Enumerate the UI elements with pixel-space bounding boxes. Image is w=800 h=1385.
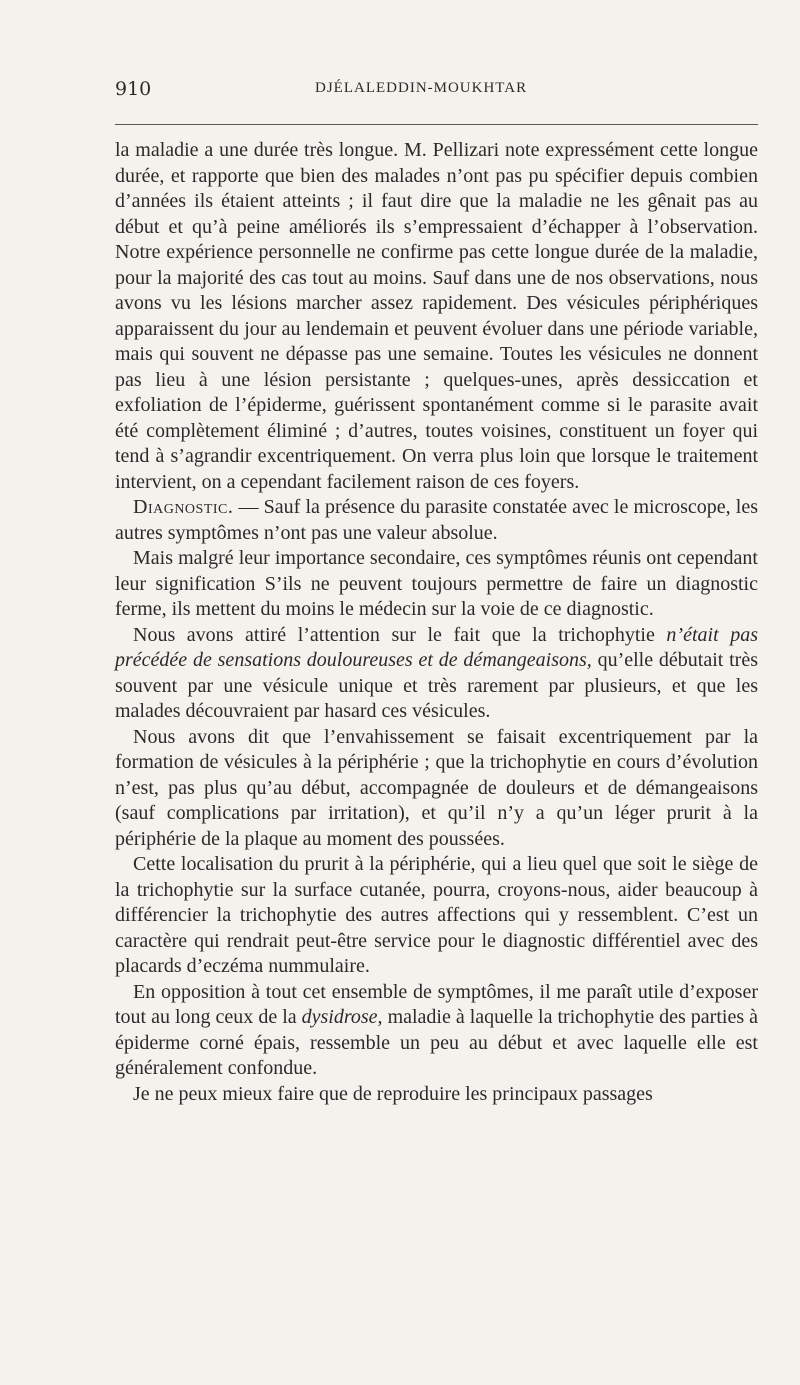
paragraph-4-end: qu’elle débutait très souvent par une vésicule unique et très rarement par plusieurs, et que les malades découvraient par hasard ces vésicules. [115,649,759,722]
paragraph-4-emphasis: n’était pas précédée de sensations douloureuses et de démangeaisons, [115,623,758,671]
paragraph-4 [115,623,758,725]
section-heading-diagnostic: Diagnostic. [133,496,234,518]
paragraph-8: Je ne peux mieux faire que de reproduire les principaux passages [133,1082,653,1105]
paragraph-7-start: En opposition à tout cet ensemble de symptômes, il me paraît utile d’exposer tout au long ceux de la [115,980,758,1028]
paragraph-7-end: maladie à laquelle la trichophytie des parties à épiderme corné épais, ressemble un peu au début et avec laquelle elle est généralement confondue. [115,1006,758,1079]
paragraph-7 [115,980,758,1082]
header-rule [115,124,758,125]
running-head: DJÉLALEDDIN-MOUKHTAR [315,80,528,96]
paragraph-3: Mais malgré leur importance secondaire, ces symptômes réunis ont cependant leur signification S’ils ne peuvent toujours permettre de faire un diagnostic ferme, ils mettent du moins le médecin sur la voie de ce diagnostic. [115,547,758,620]
paragraph-diagnostic [115,495,758,546]
paragraph-1: la maladie a une durée très longue. M. Pellizari note expressément cette longue durée, et rapporte que bien des malades n’ont pas pu spécifier depuis combien d’années ils étaient atteints ; il faut dire que la maladie ne les gênait pas au début et qu’à peine améliorés ils s’empressaient d’échapper à l’observation. Notre expérience personnelle ne confirme pas cette longue durée de la maladie, pour la majorité des cas tout au moins. Sauf dans une de nos observations, nous avons vu les lésions marcher assez rapidement. Des vésicules périphériques apparaissent du jour au lendemain et peuvent évoluer dans une période variable, mais qui souvent ne dépasse pas une semaine. Toutes les vésicules ne donnent pas lieu à une lésion persistante ; quelques-unes, après dessiccation et exfoliation de l’épiderme, guérissent spontanément comme si le parasite avait été complètement éliminé ; d’autres, toutes voisines, constituent un foyer qui tend à s’agrandir excentriquement. On verra plus loin que lorsque le traitement intervient, on a cependant facilement raison de ces foyers. [115,139,758,493]
paragraph-2-text: — Sauf la présence du parasite constatée avec le microscope, les autres symptômes n’ont pas une valeur absolue. [115,496,758,544]
page-header [115,78,758,110]
paragraph-5: Nous avons dit que l’envahissement se faisait excentriquement par la formation de vésicules à la périphérie ; que la trichophytie en cours d’évolution n’est, pas plus qu’au début, accompagnée de douleurs et de démangeaisons (sauf complications par irritation), et qu’il n’y a qu’un léger prurit à la périphérie de la plaque au moment des poussées. [115,725,758,850]
paragraph-6: Cette localisation du prurit à la périphérie, qui a lieu quel que soit le siège de la trichophytie sur la surface cutanée, pourra, croyons-nous, aider beaucoup à différencier la trichophytie des autres affections qui y ressemblent. C’est un caractère qui rendrait peut-être service pour le diagnostic différentiel avec des placards d’eczéma nummulaire. [115,853,758,977]
paragraph-7-emphasis: dysidrose, [301,1006,383,1028]
body-text [115,138,758,1107]
page-number: 910 [115,78,152,100]
paragraph-4-start: Nous avons attiré l’attention sur le fait que la trichophytie [133,623,667,646]
